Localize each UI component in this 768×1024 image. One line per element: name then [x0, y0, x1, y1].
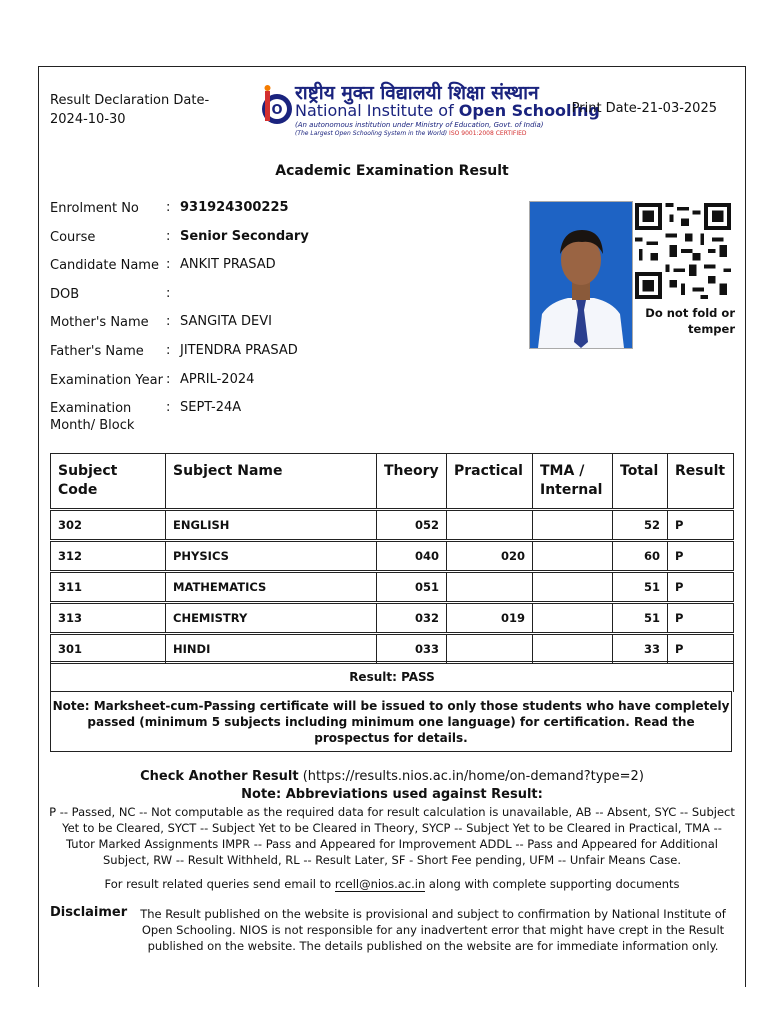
declaration-date [50, 91, 250, 129]
check-another-result [39, 769, 745, 784]
info-row-enrolment: Enrolment No : 931924300225 [50, 200, 289, 216]
declaration-label: Result Declaration Date- [50, 93, 210, 108]
table-row: 311 MATHEMATICS 051 51 P [51, 572, 734, 603]
info-row-dob: DOB : [50, 285, 171, 302]
candidate-info [50, 200, 520, 434]
col-subject-code: Subject Code [51, 454, 166, 510]
qr-code-icon [635, 203, 731, 299]
page-title: Academic Examination Result [275, 163, 509, 179]
col-subject-name: Subject Name [166, 454, 377, 510]
result-sheet [38, 66, 746, 987]
logo-hindi-name: राष्ट्रीय मुक्त विद्यालयी शिक्षा संस्थान [295, 82, 539, 104]
certificate-note: Note: Marksheet-cum-Passing certificate will be issued to only those students who have completely passed (minimum 5 subjects including minimum one language) for certification. Read the prospectus for details. [50, 691, 732, 752]
table-row: 313 CHEMISTRY 032 019 51 P [51, 603, 734, 634]
result-summary: Result: PASS [50, 661, 734, 692]
svg-text:O: O [271, 103, 283, 118]
check-label: Check Another Result [140, 769, 299, 784]
logo-english-name: National Institute of Open Schooling [295, 101, 600, 120]
logo-tagline: (The Largest Open Schooling System in the World) ISO 9001:2008 CERTIFIED [295, 130, 527, 137]
table-row: 301 HINDI 033 33 P [51, 634, 734, 664]
candidate-photo [529, 201, 633, 349]
nios-logo [259, 79, 600, 139]
email-link[interactable]: rcell@nios.ac.in [334, 877, 426, 891]
print-date: Print Date-21-03-2025 [571, 101, 717, 116]
disclaimer-label: Disclaimer [50, 905, 128, 920]
logo-subtitle: (An autonomous institution under Ministry of Education, Govt. of India) [295, 121, 544, 129]
col-total: Total [613, 454, 668, 510]
table-row: 302 ENGLISH 052 52 P [51, 510, 734, 541]
col-tma: TMA / Internal [533, 454, 613, 510]
nios-emblem-icon [259, 81, 293, 137]
info-row-exam-year: Examination Year : APRIL-2024 [50, 371, 255, 388]
query-line: For result related queries send email to rcell@nios.ac.in along with complete supporting documents [104, 877, 680, 891]
disclaimer-text: The Result published on the website is provisional and subject to confirmation by National Institute of Open Schooling. NIOS is not responsible for any inadvertent error that might have crept in the Result published on the website. The details published on the website are for immediate information only. [140, 907, 726, 953]
declaration-value: 2024-10-30 [50, 112, 126, 127]
person-photo-icon [530, 202, 632, 348]
abbreviations-text: P -- Passed, NC -- Not computable as the required data for result calculation is unavailable, AB -- Absent, SYC -- Subject Yet to be Cleared, SYCT -- Subject Yet to be Cleared in Theory, SYCP -- Subject Yet to be Cleared in Practical, TMA -- Tutor Marked Assignments IMPR -- Pass and Appeared for Improvement ADDL -- Pass and Appeared for Additional Subject, RW -- Result Withheld, RL -- Result Later, SF - Short Fee pending, UFM -- Unfair Means Case. [49, 805, 735, 867]
info-row-father: Father's Name : JITENDRA PRASAD [50, 342, 298, 359]
info-row-exam-block: Examination Month/ Block : SEPT-24A [50, 400, 242, 434]
info-row-candidate: Candidate Name : ANKIT PRASAD [50, 257, 276, 274]
abbreviations-heading: Note: Abbreviations used against Result: [241, 787, 543, 802]
check-result-link[interactable]: (https://results.nios.ac.in/home/on-demand?type=2) [302, 769, 644, 784]
col-practical: Practical [447, 454, 533, 510]
info-row-mother: Mother's Name : SANGITA DEVI [50, 314, 272, 331]
table-header-row [51, 454, 734, 510]
table-row: 312 PHYSICS 040 020 60 P [51, 541, 734, 572]
col-result: Result [668, 454, 734, 510]
info-row-course: Course : Senior Secondary [50, 228, 309, 245]
marks-table [50, 453, 734, 664]
col-theory: Theory [377, 454, 447, 510]
do-not-fold-notice: Do not fold or temper [645, 306, 735, 336]
